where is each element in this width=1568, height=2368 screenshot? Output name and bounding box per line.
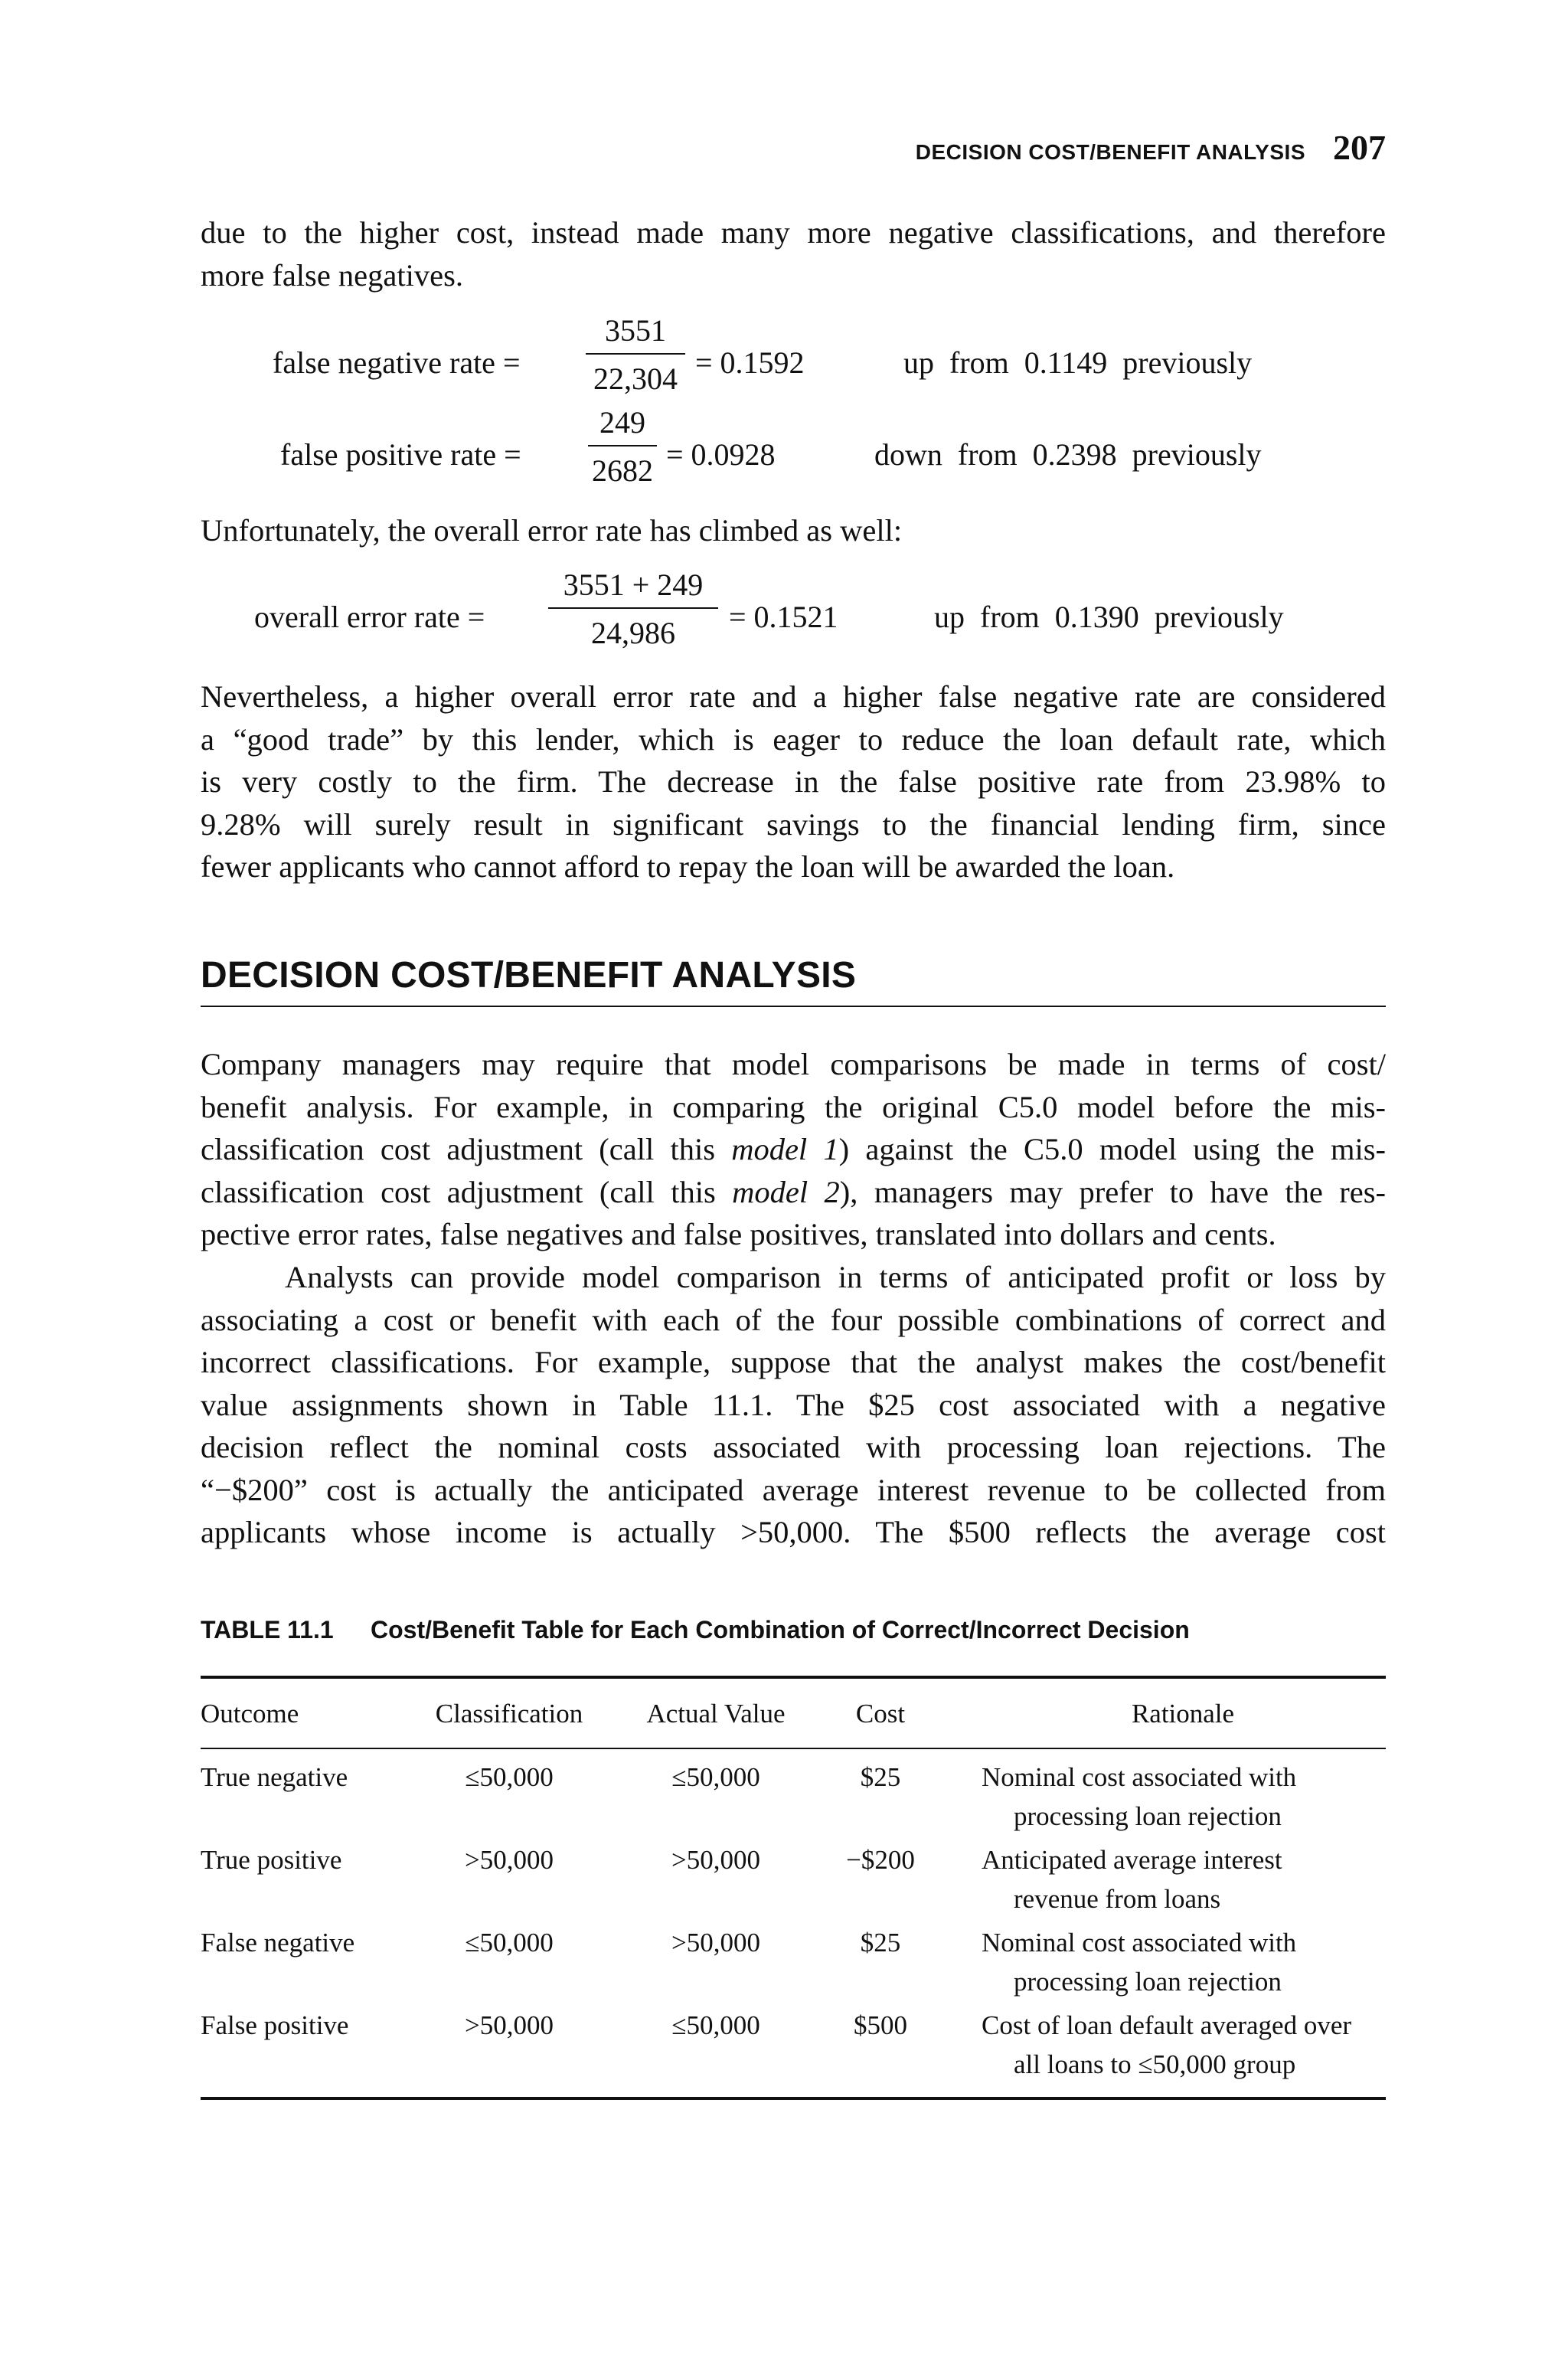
equation-result: = 0.0928 xyxy=(666,437,776,472)
cell-classification: >50,000 xyxy=(465,2010,554,2040)
paragraph-unfortunately xyxy=(201,509,1386,552)
table-header-rule xyxy=(201,1748,1386,1749)
cell-actual-value: ≤50,000 xyxy=(671,2010,760,2040)
cell-rationale-line: Cost of loan default averaged over xyxy=(982,2010,1352,2040)
cell-outcome: True positive xyxy=(201,1845,342,1875)
page-number: 207 xyxy=(1333,128,1386,167)
header-outcome: Outcome xyxy=(201,1699,299,1729)
table-caption xyxy=(201,1616,1190,1644)
cell-classification: >50,000 xyxy=(465,1845,554,1875)
cell-outcome: True negative xyxy=(201,1762,348,1792)
cell-rationale-line: all loans to ≤50,000 group xyxy=(1014,2049,1296,2079)
paragraph-managers xyxy=(201,1043,1386,1256)
table-bottom-rule xyxy=(201,2097,1386,2100)
fraction-denominator: 2682 xyxy=(592,453,653,488)
running-head-title: DECISION COST/BENEFIT ANALYSIS xyxy=(915,140,1305,164)
fraction-numerator: 3551 xyxy=(605,313,666,348)
paragraph-line: Nevertheless, a higher overall error rate and a higher false negative rate are considered xyxy=(201,679,1386,714)
cell-outcome: False negative xyxy=(201,1928,355,1958)
paragraph-line: fewer applicants who cannot afford to repay the loan will be awarded the loan. xyxy=(201,849,1175,884)
cell-classification: ≤50,000 xyxy=(465,1928,554,1958)
paragraph-nevertheless xyxy=(201,675,1386,888)
equation-label: false negative rate = xyxy=(273,345,521,380)
cell-cost: $25 xyxy=(860,1762,901,1792)
text-run: classification cost adjustment (call this xyxy=(201,1132,732,1166)
text-run: ) against the C5.0 model using the mis- xyxy=(838,1132,1386,1166)
cell-cost: $25 xyxy=(860,1928,901,1958)
emphasis-model-2: model 2 xyxy=(732,1174,840,1209)
table-top-rule xyxy=(201,1676,1386,1679)
equation-fraction xyxy=(588,404,657,489)
paragraph-line: pective error rates, false negatives and false positives, translated into dollars and cents. xyxy=(201,1217,1276,1251)
cell-actual-value: >50,000 xyxy=(671,1928,760,1958)
cell-rationale-line: processing loan rejection xyxy=(1014,1801,1282,1831)
paragraph-line: 9.28% will surely result in significant savings to the financial lending firm, since xyxy=(201,806,1386,842)
paragraph-line xyxy=(201,1171,1386,1214)
paragraph-line: is very costly to the firm. The decrease in the false positive rate from 23.98% to xyxy=(201,764,1386,799)
fraction-numerator: 3551 + 249 xyxy=(563,567,704,602)
paragraph-line xyxy=(201,1128,1386,1171)
table-number: TABLE 11.1 xyxy=(201,1616,334,1644)
cell-rationale-line: Nominal cost associated with xyxy=(982,1762,1297,1792)
equation-overall-error-rate xyxy=(0,567,1568,662)
running-head xyxy=(766,127,1386,168)
equation-fraction xyxy=(548,567,718,651)
equation-false-negative-rate xyxy=(0,312,1568,408)
paragraph-line: Company managers may require that model comparisons be made in terms of cost/ xyxy=(201,1047,1386,1081)
equation-note: down from 0.2398 previously xyxy=(874,437,1262,472)
paragraph-intro xyxy=(201,211,1386,296)
paragraph-line: Unfortunately, the overall error rate has climbed as well: xyxy=(201,513,903,548)
header-classification: Classification xyxy=(435,1699,583,1729)
cell-cost: −$200 xyxy=(846,1845,915,1875)
header-cost: Cost xyxy=(855,1699,906,1729)
paragraph-line: a “good trade” by this lender, which is eager to reduce the loan default rate, which xyxy=(201,721,1386,757)
paragraph-line: incorrect classifications. For example, suppose that the analyst makes the cost/benefit xyxy=(201,1345,1386,1379)
cell-cost: $500 xyxy=(854,2010,907,2040)
cell-rationale-line: processing loan rejection xyxy=(1014,1967,1282,1997)
cell-classification: ≤50,000 xyxy=(465,1762,554,1792)
paragraph-line: value assignments shown in Table 11.1. The $25 cost associated with a negative xyxy=(201,1387,1386,1422)
paragraph-line: associating a cost or benefit with each of the four possible combinations of correct and xyxy=(201,1302,1386,1337)
paragraph-line: Analysts can provide model comparison in terms of anticipated profit or loss by xyxy=(285,1260,1386,1294)
paragraph-analysts xyxy=(201,1256,1386,1554)
emphasis-model-1: model 1 xyxy=(731,1132,839,1166)
cell-actual-value: >50,000 xyxy=(671,1845,760,1875)
fraction-bar xyxy=(548,607,718,609)
text-run: ), managers may prefer to have the res- xyxy=(839,1174,1386,1209)
paragraph-line: due to the higher cost, instead made many more negative classifications, and therefore xyxy=(201,215,1386,250)
header-rationale: Rationale xyxy=(1131,1699,1235,1729)
equation-note: up from 0.1390 previously xyxy=(934,600,1284,634)
equation-fraction xyxy=(586,312,685,397)
equation-label: false positive rate = xyxy=(280,437,521,472)
paragraph-line: “−$200” cost is actually the anticipated average interest revenue to be collected from xyxy=(201,1472,1386,1507)
fraction-numerator: 249 xyxy=(599,405,645,440)
paragraph-line: applicants whose income is actually >50,000. The $500 reflects the average cost xyxy=(201,1515,1386,1549)
cell-rationale-line: Nominal cost associated with xyxy=(982,1928,1297,1958)
fraction-denominator: 24,986 xyxy=(591,616,675,650)
paragraph-line: benefit analysis. For example, in comparing the original C5.0 model before the mis- xyxy=(201,1089,1386,1124)
equation-label: overall error rate = xyxy=(254,600,485,634)
table-title: Cost/Benefit Table for Each Combination of Correct/Incorrect Decision xyxy=(371,1616,1190,1644)
equation-result: = 0.1592 xyxy=(695,345,805,380)
section-heading: DECISION COST/BENEFIT ANALYSIS xyxy=(201,955,857,996)
paragraph-line: decision reflect the nominal costs associated with processing loan rejections. The xyxy=(201,1430,1386,1464)
cell-outcome: False positive xyxy=(201,2010,349,2040)
text-run: classification cost adjustment (call this xyxy=(201,1174,733,1209)
header-actual-value: Actual Value xyxy=(646,1699,786,1729)
cell-rationale-line: Anticipated average interest xyxy=(982,1845,1282,1875)
equation-false-positive-rate xyxy=(0,404,1568,500)
paragraph-line: more false negatives. xyxy=(201,257,463,293)
fraction-bar xyxy=(586,353,685,355)
cell-rationale-line: revenue from loans xyxy=(1014,1884,1221,1914)
equation-note: up from 0.1149 previously xyxy=(903,345,1253,380)
cell-actual-value: ≤50,000 xyxy=(671,1762,760,1792)
section-divider xyxy=(201,1006,1386,1007)
equation-result: = 0.1521 xyxy=(729,600,838,634)
fraction-bar xyxy=(588,445,657,446)
fraction-denominator: 22,304 xyxy=(593,361,678,396)
